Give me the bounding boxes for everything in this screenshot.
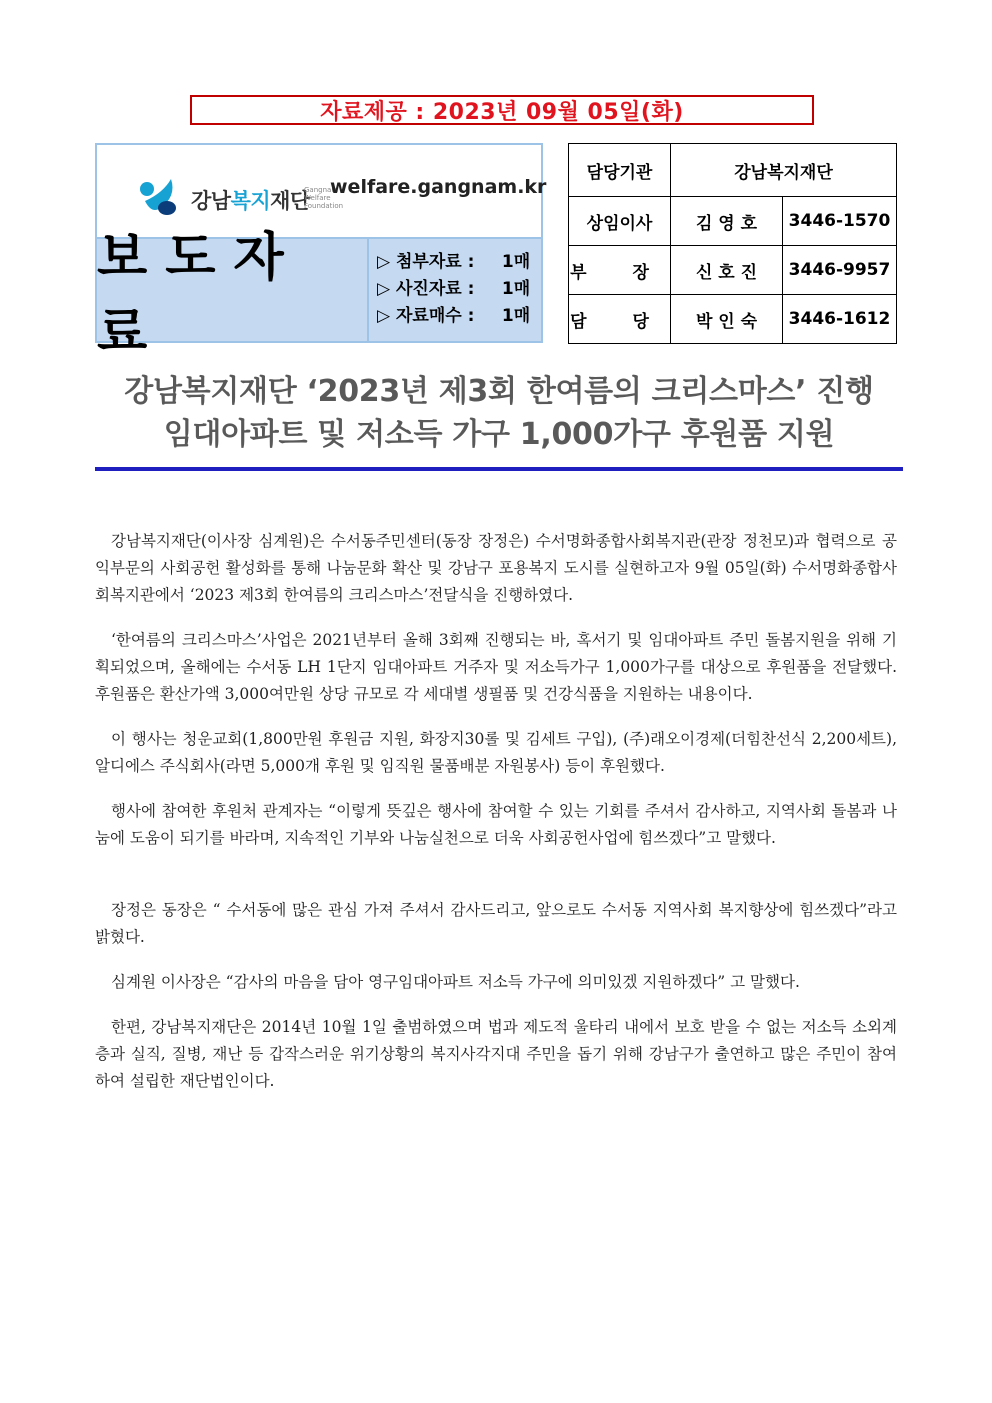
logo-wordmark: 강남복지재단 — [191, 189, 310, 213]
headline-divider — [95, 467, 903, 471]
press-header — [95, 143, 547, 363]
agency-name: 강남복지재단 — [671, 144, 897, 197]
logo-english: Gangnam Welfare Foundation — [304, 186, 344, 210]
headline-line-1: 강남복지재단 ‘2023년 제3회 한여름의 크리스마스’ 진행 — [124, 374, 874, 409]
press-release-row — [97, 228, 541, 363]
attachment-item: ▷ 사진자료 : 1매 — [377, 279, 531, 299]
release-date-banner — [190, 95, 814, 125]
headline-line-2: 임대아파트 및 저소득 가구 1,000가구 후원품 지원 — [163, 417, 835, 452]
contact-name: 박 인 숙 — [671, 295, 783, 344]
paragraph: 한편, 강남복지재단은 2014년 10월 1일 출범하였으며 법과 제도적 울타리 내에서 보호 받을 수 없는 저소득 소외계층과 실직, 질병, 재난 등 갑작스러운 위기상황의 복지사각지대 주민을 돕기 위해 강남구가 출연하고 많은 주민이 참여하여 설립한 재단법인이다. — [95, 1018, 897, 1090]
contact-table — [568, 143, 897, 344]
contact-phone: 3446-9957 — [783, 246, 897, 295]
paragraph: ‘한여름의 크리스마스’사업은 2021년부터 올해 3회째 진행되는 바, 혹서기 및 임대아파트 주민 돌봄지원을 위해 기획되었으며, 올해에는 수서동 LH 1단지 임대아파트 거주자 및 저소득가구 1,000가구를 대상으로 후원품을 전달했다. 후원품은 환산가액 3,000여만원 상당 규모로 각 세대별 생필품 및 건강식품을 지원하는 내용이다. — [95, 631, 897, 703]
contact-row — [569, 246, 897, 295]
headline — [95, 370, 903, 456]
attachment-item: ▷ 첨부자료 : 1매 — [377, 252, 531, 272]
contact-row — [569, 197, 897, 246]
attachment-item: ▷ 자료매수 : 1매 — [377, 306, 531, 326]
contact-phone: 3446-1570 — [783, 197, 897, 246]
contact-name: 김 영 호 — [671, 197, 783, 246]
paragraph: 심계원 이사장은 “감사의 마음을 담아 영구임대아파트 저소득 가구에 의미있겠 지원하겠다” 고 말했다. — [111, 973, 800, 991]
article-body — [95, 528, 897, 1095]
foundation-logo-icon — [137, 175, 189, 217]
attachment-list — [377, 249, 530, 330]
contact-phone: 3446-1612 — [783, 295, 897, 344]
release-date-text: 자료제공 : 2023년 09월 05일(화) — [320, 99, 684, 125]
contact-role: 부 장 — [569, 246, 671, 295]
contact-role: 담 당 — [569, 295, 671, 344]
contact-agency-row — [569, 144, 897, 197]
paragraph: 이 행사는 청운교회(1,800만원 후원금 지원, 화장지30롤 및 김세트 구입), (주)래오이경제(더힘찬선식 2,200세트), 알디에스 주식회사(라면 5,000개 후원 및 임직원 물품배분 자원봉사) 등이 후원했다. — [95, 730, 897, 775]
website-url: welfare.gangnam.kr — [330, 176, 547, 198]
contact-row — [569, 295, 897, 344]
paragraph: 장정은 동장은 “ 수서동에 많은 관심 가져 주셔서 감사드리고, 앞으로도 수서동 지역사회 복지향상에 힘쓰겠다”라고 밝혔다. — [95, 901, 897, 946]
agency-label: 담당기관 — [569, 144, 671, 197]
paragraph: 강남복지재단(이사장 심계원)은 수서동주민센터(동장 장정은) 수서명화종합사회복지관(관장 정천모)과 협력으로 공익부문의 사회공헌 활성화를 통해 나눔문화 확산 및 강남구 포용복지 도시를 실현하고자 9월 05일(화) 수서명화종합사회복지관에서 ‘2023 제3회 한여름의 크리스마스’전달식을 진행하였다. — [95, 532, 897, 604]
contact-name: 신 호 진 — [671, 246, 783, 295]
paragraph: 행사에 참여한 후원처 관계자는 “이렇게 뜻깊은 행사에 참여할 수 있는 기회를 주셔서 감사하고, 지역사회 돌봄과 나눔에 도움이 되기를 바라며, 지속적인 기부와 나눔실천으로 더욱 사회공헌사업에 힘쓰겠다”고 말했다. — [95, 802, 897, 847]
contact-role: 상임이사 — [569, 197, 671, 246]
press-release-title: 보도자료 — [97, 239, 369, 341]
